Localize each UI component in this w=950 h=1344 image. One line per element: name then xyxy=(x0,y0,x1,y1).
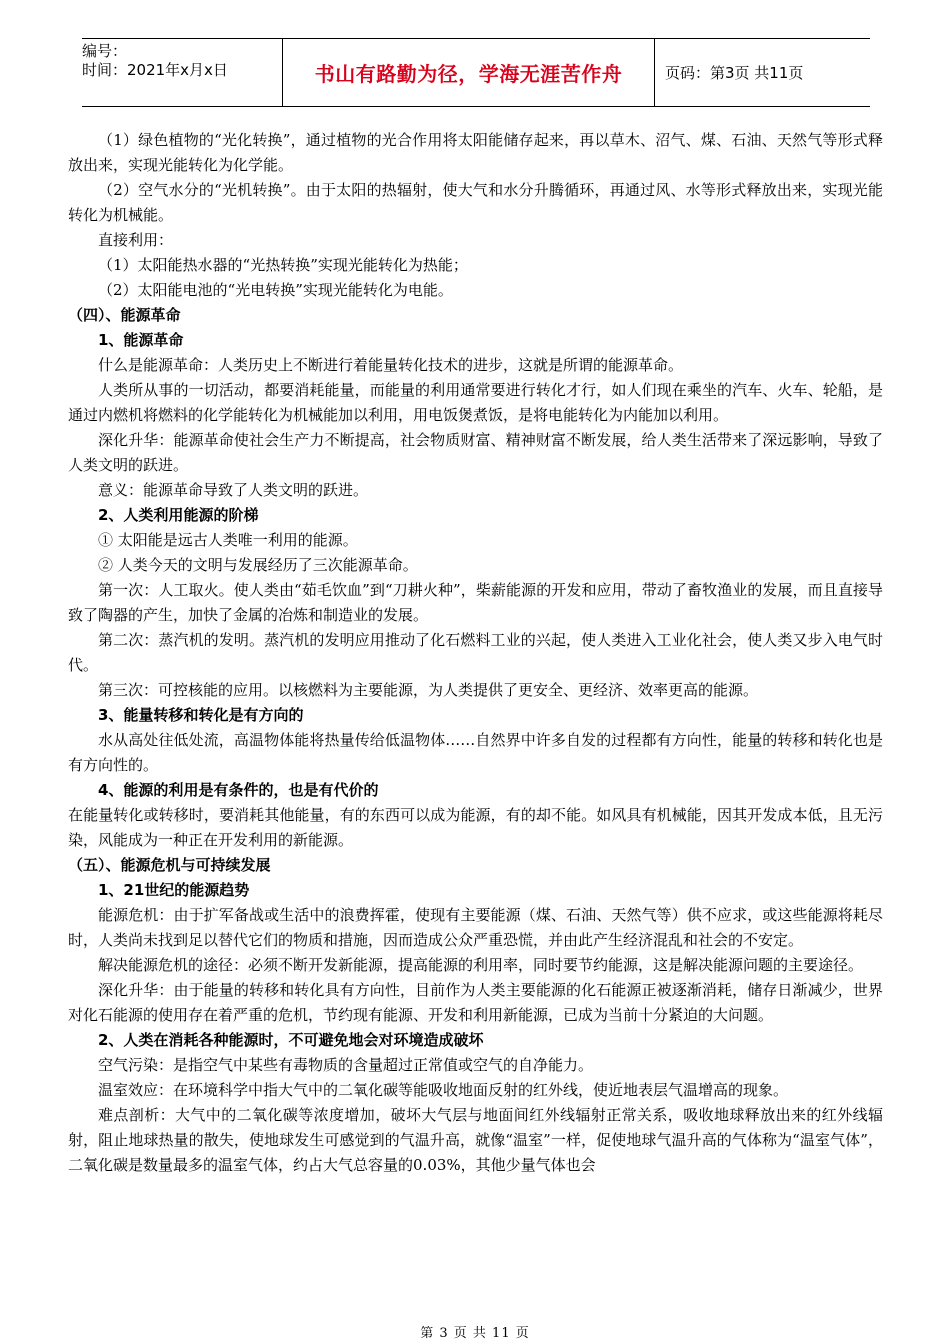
section-heading: 1、能源革命 xyxy=(98,331,184,349)
paragraph: ② 人类今天的文明与发展经历了三次能源革命。 xyxy=(98,556,418,574)
header-motto: 书山有路勤为径，学海无涯苦作舟 xyxy=(282,39,655,106)
section-heading: 2、人类在消耗各种能源时，不可避免地会对环境造成破坏 xyxy=(98,1031,484,1049)
section-heading: （四）、能源革命 xyxy=(68,306,181,324)
header-meta xyxy=(82,39,282,106)
paragraph: （2）太阳能电池的“光电转换”实现光能转化为电能。 xyxy=(98,281,453,299)
section-heading: 4、能源的利用是有条件的，也是有代价的 xyxy=(98,781,379,799)
paragraph: 空气污染：是指空气中某些有毒物质的含量超过正常值或空气的自净能力。 xyxy=(98,1056,594,1074)
paragraph: 水从高处往低处流，高温物体能将热量传给低温物体……自然界中许多自发的过程都有方向性，能量的转移和转化也是有方向性的。 xyxy=(68,731,883,774)
paragraph: 直接利用： xyxy=(98,231,174,249)
paragraph: 解决能源危机的途径：必须不断开发新能源，提高能源的利用率，同时要节约能源，这是解决能源问题的主要途径。 xyxy=(98,956,864,974)
paragraph: 温室效应：在环境科学中指大气中的二氧化碳等能吸收地面反射的红外线，使近地表层气温增高的现象。 xyxy=(98,1081,789,1099)
paragraph: 能源危机：由于扩军备战或生活中的浪费挥霍，使现有主要能源（煤、石油、天然气等）供不应求，或这些能源将耗尽时，人类尚未找到足以替代它们的物质和措施，因而造成公众严重恐慌，并由此产生经济混乱和社会的不安定。 xyxy=(68,906,883,949)
paragraph: 深化升华：能源革命使社会生产力不断提高，社会物质财富、精神财富不断发展，给人类生活带来了深远影响，导致了人类文明的跃进。 xyxy=(68,431,883,474)
paragraph: 深化升华：由于能量的转移和转化具有方向性，目前作为人类主要能源的化石能源正被逐渐消耗，储存日渐减少，世界对化石能源的使用存在着严重的危机，节约现有能源、开发和利用新能源，已成为当前十分紧迫的大问题。 xyxy=(68,981,883,1024)
header-page-info: 页码：第3页 共11页 xyxy=(665,64,804,82)
paragraph: （1）太阳能热水器的“光热转换”实现光能转化为热能； xyxy=(98,256,468,274)
paragraph: 第三次：可控核能的应用。以核燃料为主要能源，为人类提供了更安全、更经济、效率更高的能源。 xyxy=(98,681,759,699)
page-header xyxy=(82,38,870,107)
paragraph: 意义：能源革命导致了人类文明的跃进。 xyxy=(98,481,369,499)
paragraph: （1）绿色植物的“光化转换”，通过植物的光合作用将太阳能储存起来，再以草木、沼气、煤、石油、天然气等形式释放出来，实现光能转化为化学能。 xyxy=(68,131,883,174)
paragraph: 在能量转化或转移时，要消耗其他能量，有的东西可以成为能源，有的却不能。如风具有机械能，因其开发成本低，且无污染，风能成为一种正在开发利用的新能源。 xyxy=(68,806,883,849)
paragraph: 什么是能源革命：人类历史上不断进行着能量转化技术的进步，这就是所谓的能源革命。 xyxy=(98,356,684,374)
paragraph: （2）空气水分的“光机转换”。由于太阳的热辐射，使大气和水分升腾循环，再通过风、水等形式释放出来，实现光能转化为机械能。 xyxy=(68,181,883,224)
paragraph: 人类所从事的一切活动，都要消耗能量，而能量的利用通常要进行转化才行，如人们现在乘坐的汽车、火车、轮船，是通过内燃机将燃料的化学能转化为机械能加以利用，用电饭煲煮饭，是将电能转化为内能加以利用。 xyxy=(68,381,883,424)
section-heading: 3、能量转移和转化是有方向的 xyxy=(98,706,304,724)
document-body xyxy=(68,128,883,1178)
time-label: 时间：2021年x月x日 xyxy=(82,61,228,79)
page-footer: 第 3 页 共 11 页 xyxy=(420,1326,530,1341)
paragraph: 第一次：人工取火。使人类由“茹毛饮血”到“刀耕火种”，柴薪能源的开发和应用，带动了畜牧渔业的发展，而且直接导致了陶器的产生，加快了金属的冶炼和制造业的发展。 xyxy=(68,581,883,624)
paragraph: 第二次：蒸汽机的发明。蒸汽机的发明应用推动了化石燃料工业的兴起，使人类进入工业化社会，使人类又步入电气时代。 xyxy=(68,631,883,674)
number-label: 编号： xyxy=(82,42,128,60)
paragraph: 难点剖析：大气中的二氧化碳等浓度增加，破坏大气层与地面间红外线辐射正常关系，吸收地球释放出来的红外线辐射，阻止地球热量的散失，使地球发生可感觉到的气温升高，就像“温室”一样，促使地球气温升高的气体称为“温室气体”，二氧化碳是数量最多的温室气体，约占大气总容量的0.03%，其他少量气体也会 xyxy=(68,1106,883,1174)
paragraph: ① 太阳能是远古人类唯一利用的能源。 xyxy=(98,531,358,549)
section-heading: （五）、能源危机与可持续发展 xyxy=(68,856,271,874)
section-heading: 1、21世纪的能源趋势 xyxy=(98,881,250,899)
section-heading: 2、人类利用能源的阶梯 xyxy=(98,506,259,524)
